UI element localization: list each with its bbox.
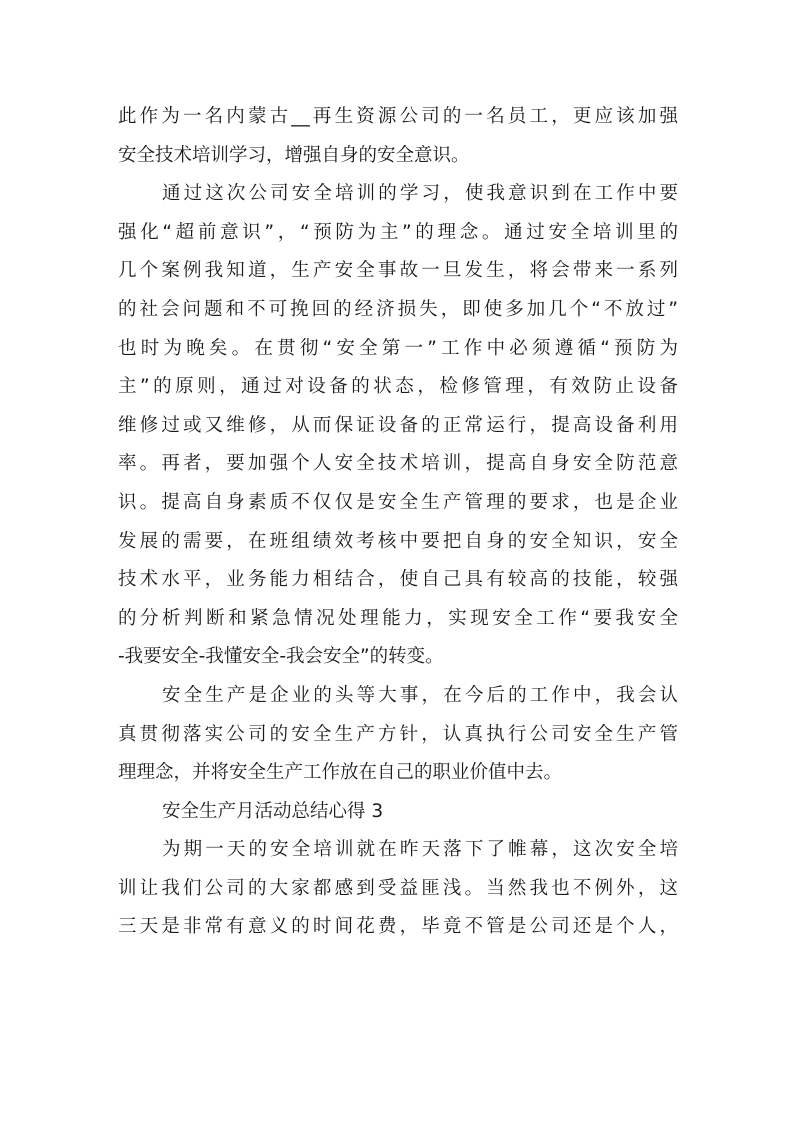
paragraph-line: 训让我们公司的大家都感到受益匪浅。当然我也不例外，这 bbox=[118, 877, 678, 899]
paragraph-2 bbox=[118, 175, 678, 677]
paragraph-line: 安全生产是企业的头等大事，在今后的工作中，我会认 bbox=[162, 684, 678, 706]
paragraph-line: 理理念，并将安全生产工作放在自己的职业价值中去。 bbox=[118, 762, 563, 784]
section-heading: 安全生产月活动总结心得 3 bbox=[162, 800, 384, 822]
paragraph-line: 此作为一名内蒙古__再生资源公司的一名员工，更应该加强 bbox=[118, 106, 678, 127]
paragraph-3 bbox=[118, 677, 678, 793]
paragraph-line: 技术水平，业务能力相结合，使自己具有较高的技能，较强 bbox=[118, 569, 678, 591]
paragraph-line: 的分析判断和紧急情况处理能力，实现安全工作“要我安全 bbox=[118, 607, 678, 629]
paragraph-line: 三天是非常有意义的时间花费，毕竟不管是公司还是个人， bbox=[118, 916, 678, 938]
paragraph-1 bbox=[118, 98, 678, 175]
paragraph-line: 几个案例我知道，生产安全事故一旦发生，将会带来一系列 bbox=[118, 260, 678, 282]
paragraph-4 bbox=[118, 831, 678, 947]
paragraph-line: 维修过或又维修，从而保证设备的正常运行，提高设备利用 bbox=[118, 414, 678, 436]
paragraph-line: 也时为晚矣。在贯彻“安全第一”工作中必须遵循“预防为 bbox=[118, 337, 678, 359]
paragraph-line: 强化“超前意识”，“预防为主”的理念。通过安全培训里的 bbox=[118, 221, 678, 243]
paragraph-line: 真贯彻落实公司的安全生产方针，认真执行公司安全生产管 bbox=[118, 723, 678, 745]
paragraph-line: 率。再者，要加强个人安全技术培训，提高自身安全防范意 bbox=[118, 453, 678, 475]
paragraph-line: 识。提高自身素质不仅仅是安全生产管理的要求，也是企业 bbox=[118, 491, 678, 513]
paragraph-line: -我要安全-我懂安全-我会安全”的转变。 bbox=[118, 646, 444, 668]
paragraph-line: 为期一天的安全培训就在昨天落下了帷幕，这次安全培 bbox=[162, 839, 678, 861]
document-body bbox=[118, 98, 678, 947]
paragraph-line: 发展的需要，在班组绩效考核中要把自身的安全知识，安全 bbox=[118, 530, 678, 552]
paragraph-line: 的社会问题和不可挽回的经济损失，即使多加几个“不放过” bbox=[118, 298, 678, 320]
paragraph-line: 安全技术培训学习，增强自身的安全意识。 bbox=[118, 144, 470, 166]
paragraph-line: 主”的原则，通过对设备的状态，检修管理，有效防止设备 bbox=[118, 376, 678, 398]
paragraph-line: 通过这次公司安全培训的学习，使我意识到在工作中要 bbox=[162, 183, 678, 205]
